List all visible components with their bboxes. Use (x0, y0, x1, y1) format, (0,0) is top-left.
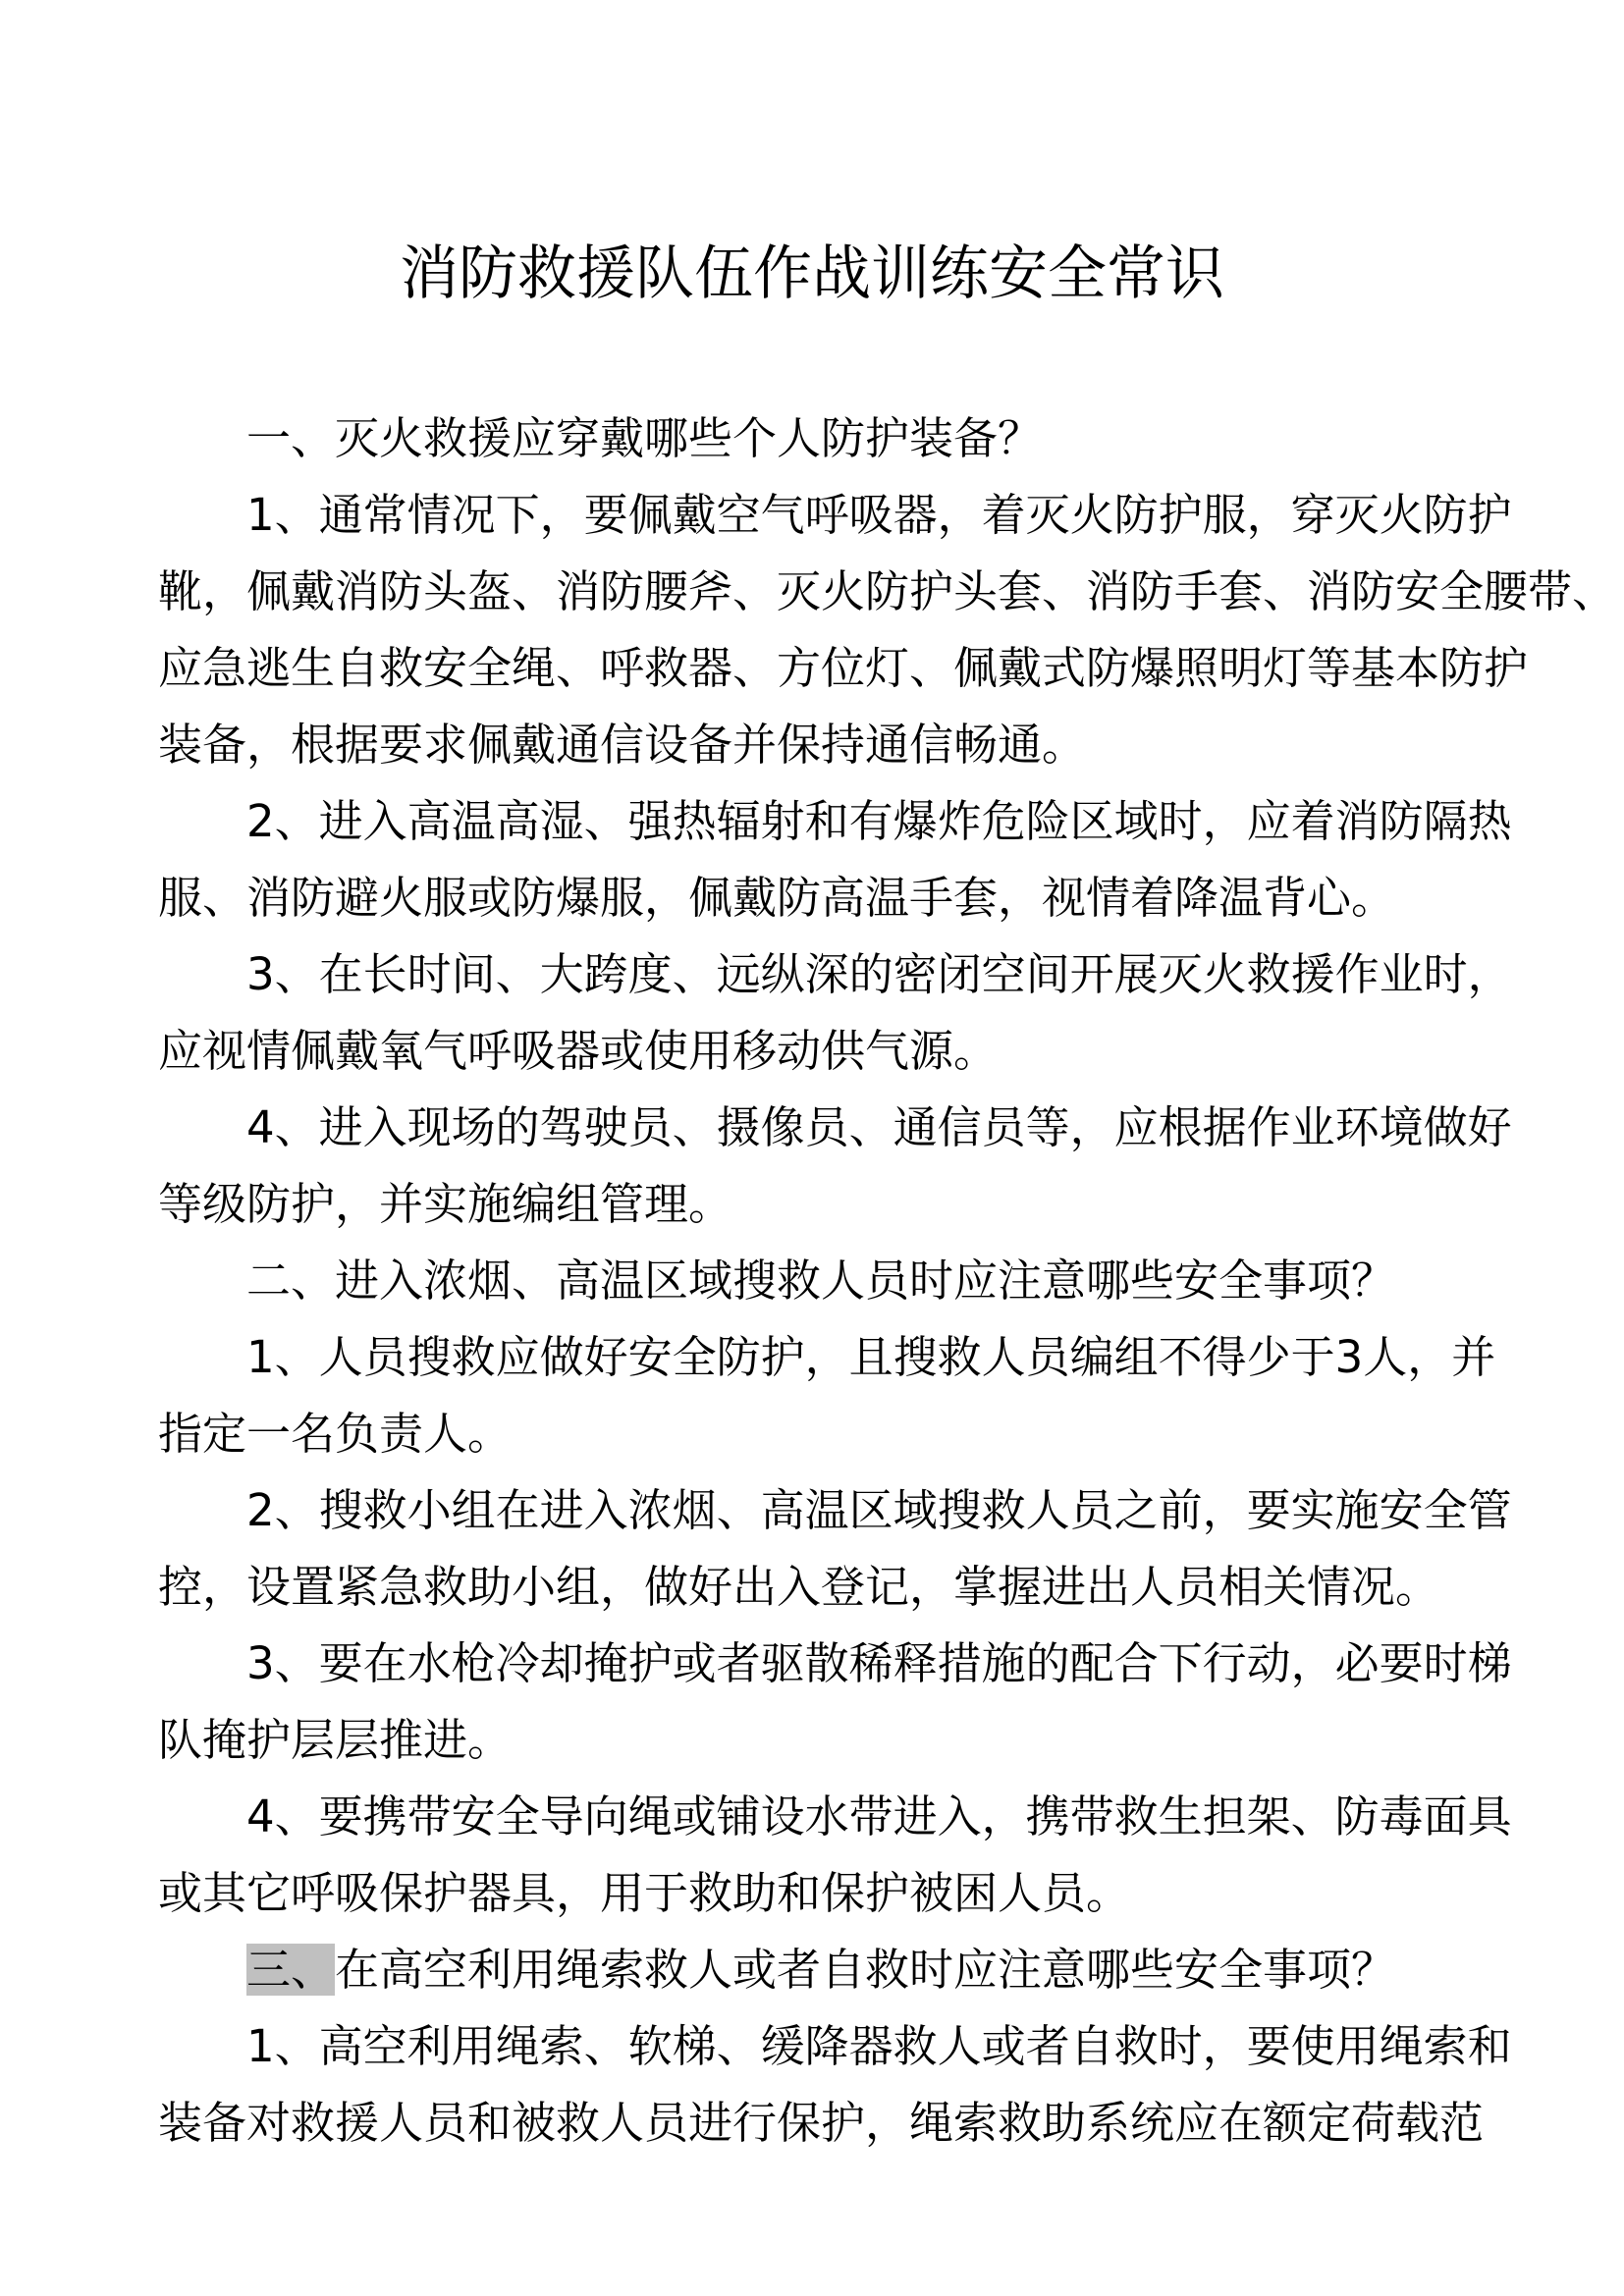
text-line (158, 1549, 1484, 1626)
text-line (158, 1932, 1484, 2008)
text-line (158, 400, 1484, 477)
text-line (158, 630, 1529, 707)
line-text: 3、在长时间、大跨度、远纵深的密闭空间开展灭火救援作业时， (246, 948, 1512, 1000)
line-text: 1、通常情况下，要佩戴空气呼吸器，着灭火防护服，穿灭火防护 (246, 489, 1512, 541)
section-heading (158, 400, 1484, 477)
document-body (158, 400, 1617, 2162)
line-text: 应视情佩戴氧气呼吸器或使用移动供气源。 (158, 1025, 999, 1077)
line-text: 或其它呼吸保护器具，用于救助和保护被困人员。 (158, 1867, 1131, 1919)
paragraph (158, 1319, 1496, 1472)
paragraph (158, 783, 1512, 936)
line-text: 装备对救援人员和被救人员进行保护，绳索救助系统应在额定荷载范 (158, 2097, 1485, 2149)
section-heading (158, 1932, 1484, 2008)
text-line (158, 1702, 1484, 1779)
line-text: 1、高空利用绳索、软梯、缓降器救人或者自救时，要使用绳索和 (246, 2020, 1512, 2072)
paragraph (158, 1090, 1512, 1243)
text-line (158, 936, 1512, 1013)
paragraph (158, 1626, 1512, 1779)
paragraph (158, 477, 1617, 783)
document-title: 消防救援队伍作战训练安全常识 (400, 240, 1224, 308)
text-line (158, 1472, 1512, 1549)
highlighted-text: 三、 (246, 1944, 336, 1996)
line-text: 2、进入高温高湿、强热辐射和有爆炸危险区域时，应着消防隔热 (246, 795, 1512, 847)
paragraph (158, 1472, 1512, 1626)
line-text: 队掩护层层推进。 (158, 1714, 513, 1766)
text-line (158, 1855, 1484, 1932)
line-text: 一、灭火救援应穿戴哪些个人防护装备？ (246, 412, 1043, 464)
line-text: 4、进入现场的驾驶员、摄像员、通信员等，应根据作业环境做好 (246, 1101, 1512, 1153)
line-text: 在高空利用绳索救人或者自救时应注意哪些安全事项？ (335, 1944, 1396, 1996)
text-line (158, 1166, 1484, 1243)
paragraph (158, 1779, 1512, 1932)
paragraph (158, 2008, 1512, 2162)
line-text: 控，设置紧急救助小组，做好出入登记，掌握进出人员相关情况。 (158, 1561, 1440, 1613)
text-line (158, 860, 1484, 936)
section-heading (158, 1243, 1484, 1319)
text-line (158, 1396, 1484, 1472)
text-line (158, 554, 1617, 630)
line-text: 指定一名负责人。 (158, 1408, 513, 1460)
text-line (158, 783, 1512, 860)
line-text: 装备，根据要求佩戴通信设备并保持通信畅通。 (158, 719, 1087, 771)
text-line (158, 1243, 1484, 1319)
paragraph (158, 936, 1512, 1090)
line-text: 二、进入浓烟、高温区域搜救人员时应注意哪些安全事项？ (246, 1255, 1396, 1307)
text-line (158, 1779, 1512, 1855)
text-line (158, 2085, 1484, 2162)
text-line (158, 1013, 1484, 1090)
line-text: 3、要在水枪冷却掩护或者驱散稀释措施的配合下行动，必要时梯 (246, 1637, 1512, 1689)
line-text: 1、人员搜救应做好安全防护，且搜救人员编组不得少于3人，并 (246, 1331, 1496, 1383)
text-line (158, 477, 1512, 554)
line-text: 应急逃生自救安全绳、呼救器、方位灯、佩戴式防爆照明灯等基本防护 (158, 642, 1529, 694)
line-text: 4、要携带安全导向绳或铺设水带进入，携带救生担架、防毒面具 (246, 1790, 1512, 1842)
line-text: 等级防护，并实施编组管理。 (158, 1178, 733, 1230)
text-line (158, 1090, 1512, 1166)
text-line (158, 2008, 1512, 2085)
line-text: 2、搜救小组在进入浓烟、高温区域搜救人员之前，要实施安全管 (246, 1484, 1512, 1536)
line-text: 靴，佩戴消防头盔、消防腰斧、灭火防护头套、消防手套、消防安全腰带、 (158, 565, 1617, 617)
text-line (158, 1319, 1496, 1396)
line-text: 服、消防避火服或防爆服，佩戴防高温手套，视情着降温背心。 (158, 872, 1396, 924)
text-line (158, 707, 1484, 783)
text-line (158, 1626, 1512, 1702)
